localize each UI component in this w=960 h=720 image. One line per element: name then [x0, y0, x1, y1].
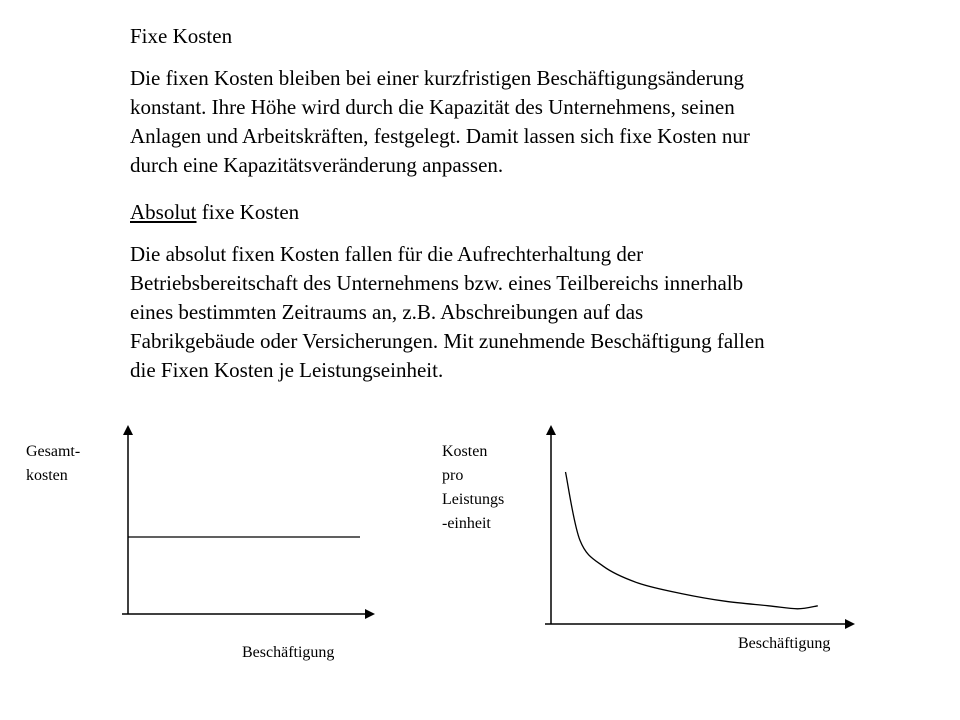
text-line: eines bestimmten Zeitraums an, z.B. Abschreibungen auf das	[130, 300, 644, 324]
chart2-ylabel-line: pro	[442, 467, 464, 484]
text-line: Betriebsbereitschaft des Unternehmens bzw. eines Teilbereichs innerhalb	[130, 271, 744, 295]
heading-underlined-word: Absolut	[130, 200, 197, 224]
text-line: Fabrikgebäude oder Versicherungen. Mit zunehmende Beschäftigung fallen	[130, 329, 765, 353]
text-line: die Fixen Kosten je Leistungseinheit.	[130, 358, 444, 382]
chart2-ylabel-line: Kosten	[442, 443, 488, 460]
chart2-xlabel: Beschäftigung	[738, 635, 831, 652]
chart1-total-fixed-costs	[122, 430, 370, 614]
chart2-ylabel-line: Leistungs	[442, 491, 505, 508]
text-line: Die absolut fixen Kosten fallen für die Aufrechterhaltung der	[130, 242, 644, 266]
chart1-ylabel-line: Gesamt-	[26, 443, 81, 460]
text-line: Anlagen und Arbeitskräften, festgelegt. Damit lassen sich fixe Kosten nur	[130, 124, 750, 148]
text-line: konstant. Ihre Höhe wird durch die Kapazität des Unternehmens, seinen	[130, 95, 735, 119]
heading-fixe-kosten: Fixe Kosten	[130, 24, 233, 48]
chart2-ylabel-line: -einheit	[442, 515, 491, 532]
text-line: Die fixen Kosten bleiben bei einer kurzfristigen Beschäftigungsänderung	[130, 66, 745, 90]
chart1-xlabel: Beschäftigung	[242, 644, 335, 661]
chart1-ylabel-line: kosten	[26, 467, 68, 484]
heading-rest: fixe Kosten	[196, 200, 300, 224]
chart2-unit-cost-curve	[566, 472, 818, 609]
text-line: durch eine Kapazitätsveränderung anpassen.	[130, 153, 504, 177]
chart2-unit-fixed-costs	[545, 430, 850, 624]
